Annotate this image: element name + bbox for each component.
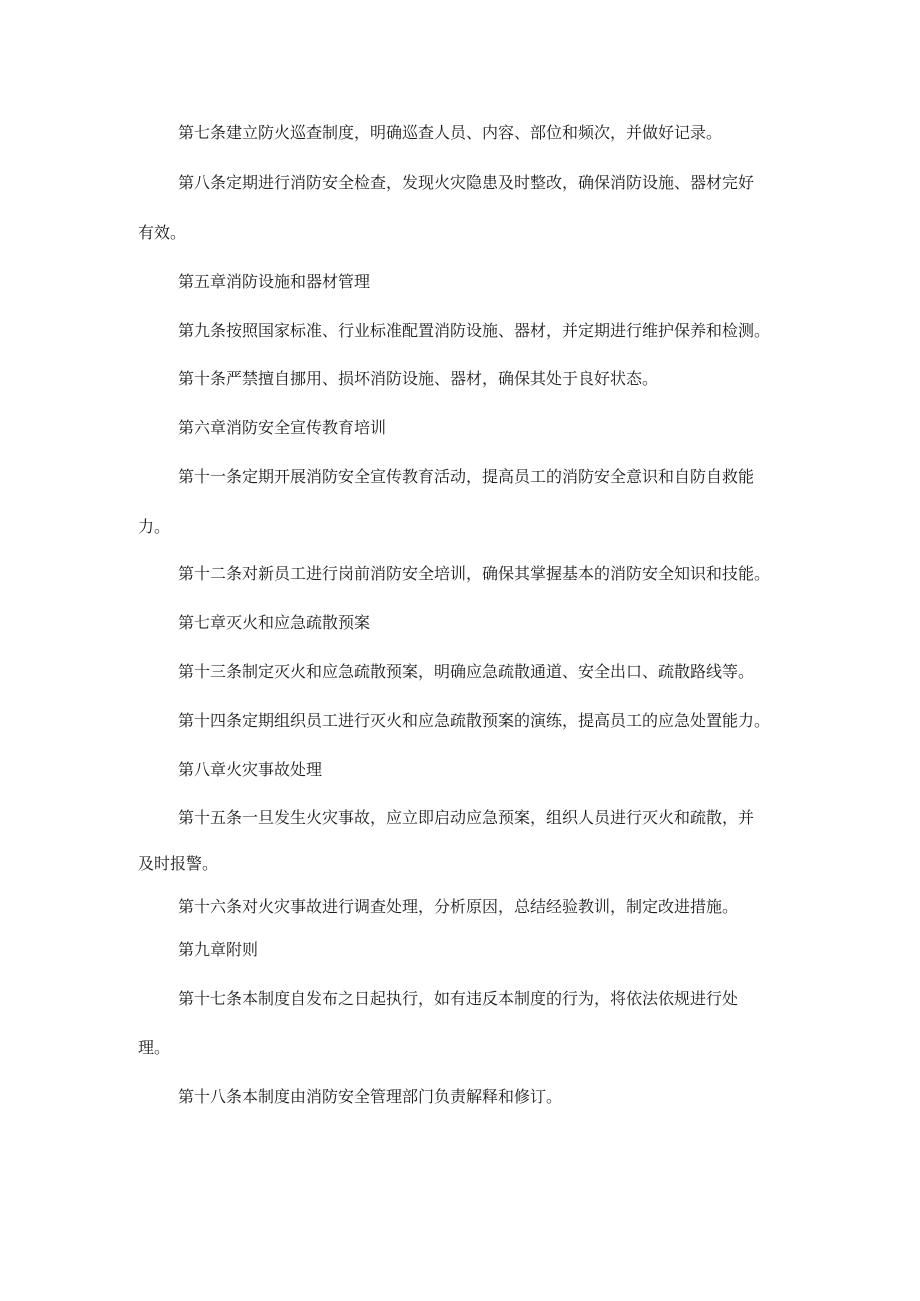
chapter-7-heading: 第七章灭火和应急疏散预案 (178, 613, 371, 632)
article-14: 第十四条定期组织员工进行灭火和应急疏散预案的演练，提高员工的应急处置能力。 (178, 711, 771, 730)
article-12: 第十二条对新员工进行岗前消防安全培训，确保其掌握基本的消防安全知识和技能。 (178, 564, 771, 583)
article-7: 第七条建立防火巡查制度，明确巡查人员、内容、部位和频次，并做好记录。 (178, 123, 723, 142)
chapter-6-heading: 第六章消防安全宣传教育培训 (178, 418, 387, 437)
chapter-8-heading: 第八章火灾事故处理 (178, 760, 323, 779)
article-11-line-1: 第十一条定期开展消防安全宣传教育活动，提高员工的消防安全意识和自防自救能 (178, 467, 755, 486)
chapter-9-heading: 第九章附则 (178, 940, 259, 959)
article-16: 第十六条对火灾事故进行调查处理，分析原因，总结经验教训，制定改进措施。 (178, 897, 739, 916)
article-11-line-2: 力。 (138, 517, 171, 536)
chapter-5-heading: 第五章消防设施和器材管理 (178, 272, 371, 291)
article-17-line-1: 第十七条本制度自发布之日起执行，如有违反本制度的行为，将依法依规进行处 (178, 989, 739, 1008)
article-9: 第九条按照国家标准、行业标准配置消防设施、器材，并定期进行维护保养和检测。 (178, 321, 771, 340)
article-8-line-1: 第八条定期进行消防安全检查，发现火灾隐患及时整改，确保消防设施、器材完好 (178, 173, 755, 192)
article-15-line-1: 第十五条一旦发生火灾事故，应立即启动应急预案，组织人员进行灭火和疏散，并 (178, 808, 755, 827)
article-13: 第十三条制定灭火和应急疏散预案，明确应急疏散通道、安全出口、疏散路线等。 (178, 662, 755, 681)
article-8-line-2: 有效。 (138, 223, 187, 242)
article-17-line-2: 理。 (138, 1038, 171, 1057)
article-15-line-2: 及时报警。 (138, 854, 219, 873)
article-18: 第十八条本制度由消防安全管理部门负责解释和修订。 (178, 1087, 563, 1106)
article-10: 第十条严禁擅自挪用、损坏消防设施、器材，确保其处于良好状态。 (178, 369, 659, 388)
